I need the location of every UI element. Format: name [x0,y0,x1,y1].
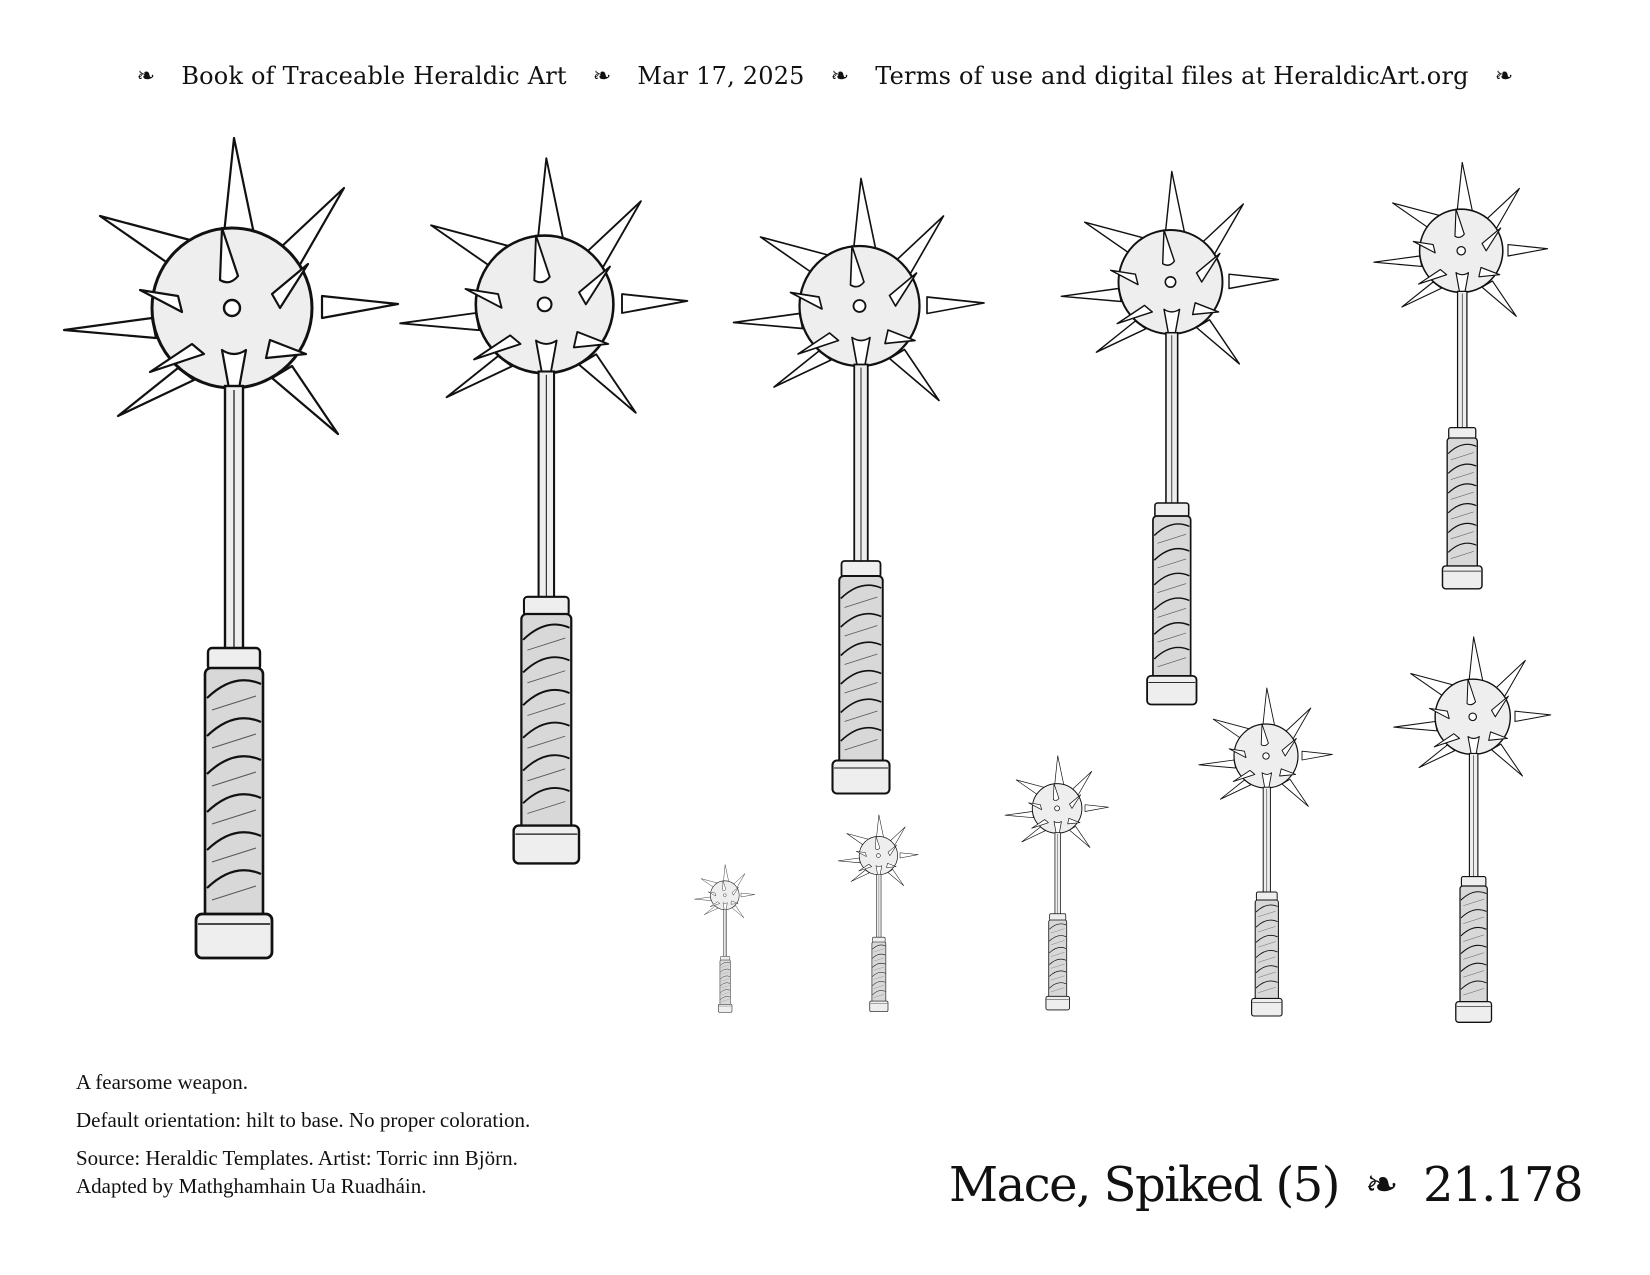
charge-number: 21.178 [1423,1157,1582,1213]
source-line-1: Source: Heraldic Templates. Artist: Torric inn Björn. [76,1146,518,1170]
charge-name: Mace, Spiked (5) [949,1157,1340,1213]
mace-figure-1 [64,138,398,958]
fleuron-icon: ❧ [1494,63,1514,89]
mace-figure-10 [695,865,755,1013]
fleuron-icon: ❧ [1365,1162,1398,1208]
fleuron-icon: ❧ [592,63,612,89]
mace-figure-2 [400,158,687,863]
source-text [76,1144,696,1200]
fleuron-icon: ❧ [136,63,156,89]
mace-figure-4 [1061,172,1278,705]
source-line-2: Adapted by Mathghamhain Ua Ruadháin. [76,1174,427,1198]
orientation-text: Default orientation: hilt to base. No proper coloration. [76,1108,531,1132]
notes-block [76,1068,696,1210]
fleuron-icon: ❧ [830,63,850,89]
mace-figure-3 [734,179,985,794]
mace-figure-9 [838,815,918,1012]
terms-link[interactable]: Terms of use and digital files at HeraldicArt.org [875,62,1469,90]
header-date: Mar 17, 2025 [637,62,805,90]
book-title: Book of Traceable Heraldic Art [181,62,567,90]
description-text: A fearsome weapon. [76,1070,249,1094]
mace-figure-7 [1199,688,1333,1016]
mace-figure-6 [1394,637,1551,1022]
mace-figure-8 [1005,756,1109,1010]
charge-title [949,1150,1582,1220]
mace-figure-5 [1374,162,1548,588]
